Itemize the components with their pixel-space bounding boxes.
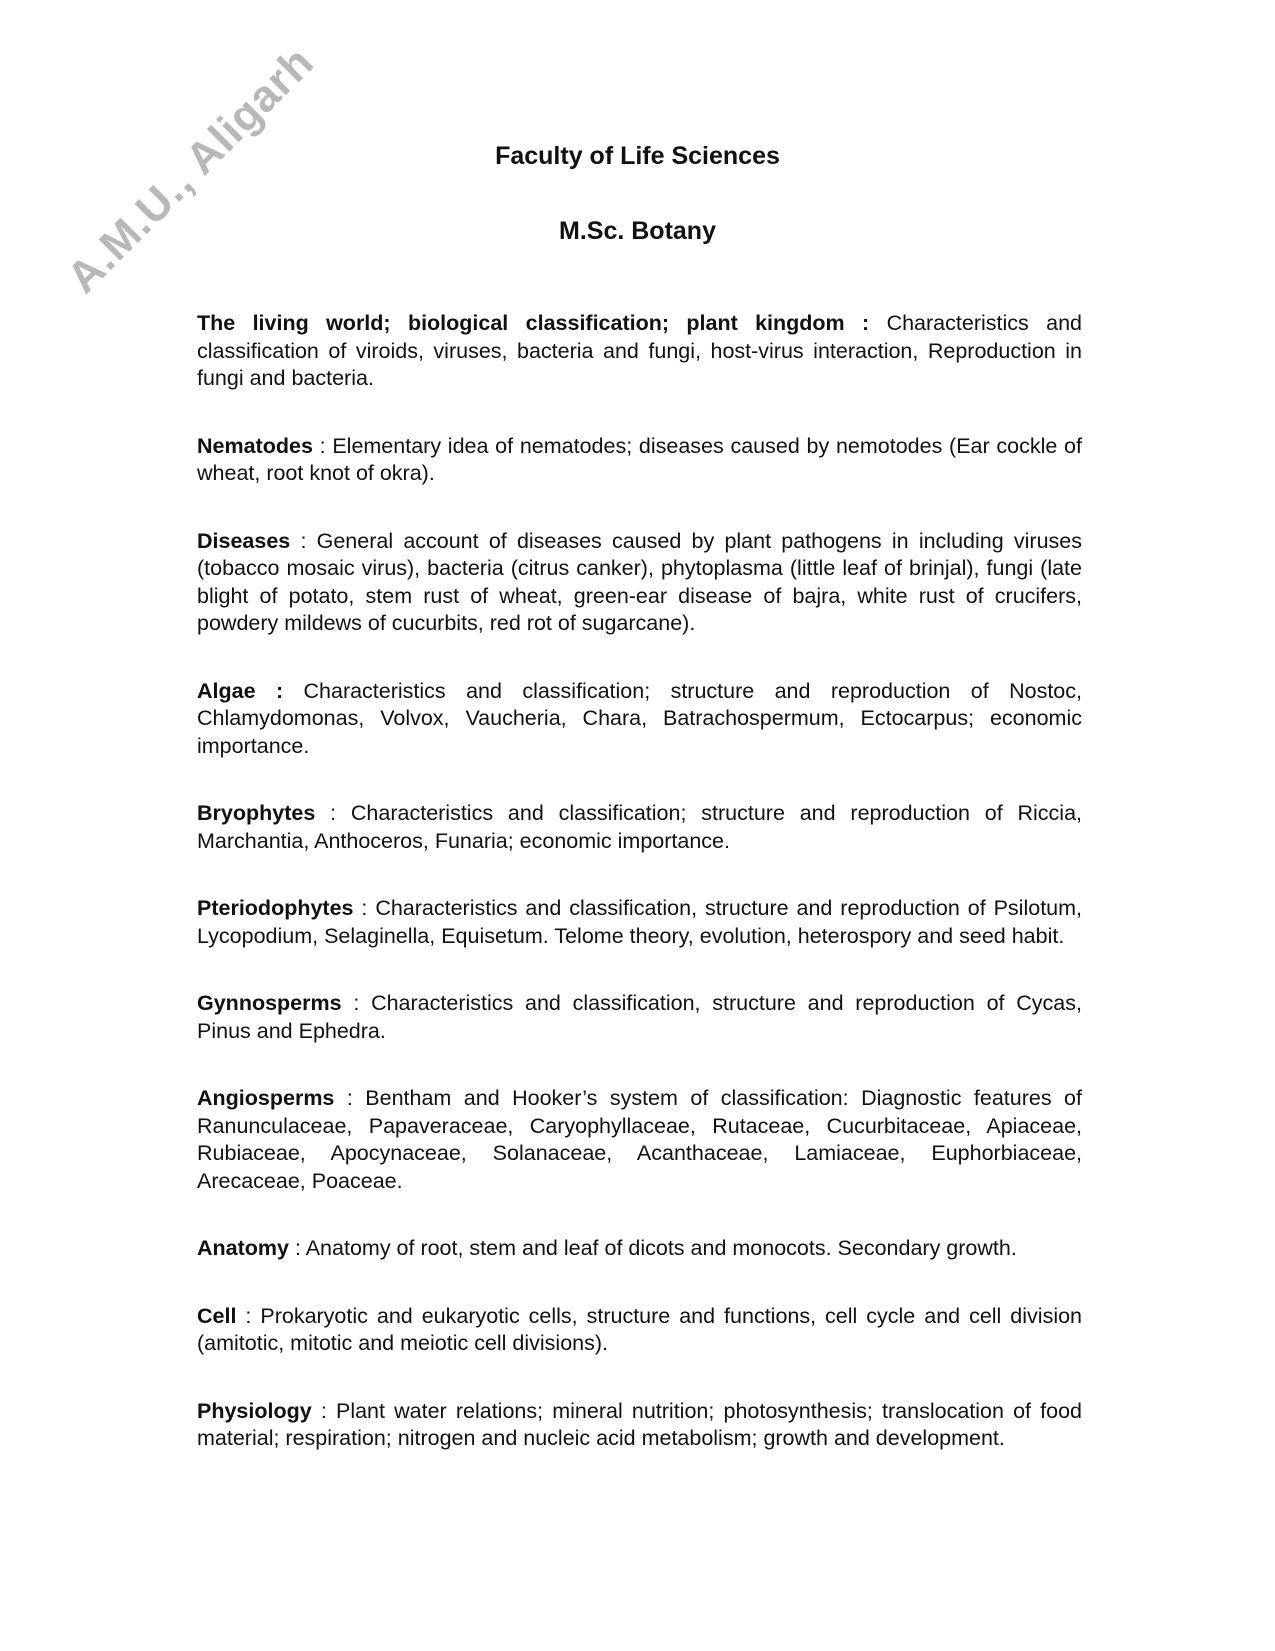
section-text: Bentham and Hooker’s system of classification: Diagnostic features of Ranunculaceae, Papaveraceae, Caryophyllaceae, Rutaceae, Cucurbitaceae, Apiaceae, Rubiaceae, Apocynaceae, Solanaceae, Acanthaceae, Lamiaceae, Euphorbiaceae, Arecaceae, Poaceae.	[197, 1086, 1082, 1193]
section-text: Characteristics and classification; structure and reproduction of Nostoc, Chlamydomonas, Volvox, Vaucheria, Chara, Batrachospermum, Ectocarpus; economic importance.	[197, 678, 1082, 758]
section-separator: :	[315, 801, 351, 825]
faculty-title: Faculty of Life Sciences	[495, 142, 780, 170]
section-text: Characteristics and classification of viroids, viruses, bacteria and fungi, host-virus interaction, Reproduction in fungi and bacteria.	[197, 311, 1082, 390]
section-bryophytes	[197, 800, 1082, 855]
section-algae	[197, 678, 1082, 761]
section-text: Plant water relations; mineral nutrition; photosynthesis; translocation of food material; respiration; nitrogen and nucleic acid metabolism; growth and development.	[197, 1398, 1083, 1450]
section-separator: :	[341, 991, 372, 1015]
section-heading: Nematodes	[197, 433, 313, 458]
section-gynnosperms	[197, 990, 1082, 1045]
section-separator	[283, 679, 303, 703]
section-separator: :	[353, 896, 376, 920]
section-text: Anatomy of root, stem and leaf of dicots and monocots. Secondary growth.	[305, 1236, 1017, 1260]
section-heading: Angiosperms	[197, 1086, 335, 1110]
section-separator	[869, 311, 886, 335]
section-living-world	[197, 310, 1082, 393]
section-separator: :	[312, 433, 333, 458]
section-angiosperms	[197, 1085, 1082, 1195]
section-heading: Bryophytes	[197, 801, 316, 825]
section-text: Characteristics and classification, structure and reproduction of Cycas, Pinus and Ephedra.	[197, 991, 1082, 1043]
section-heading: The living world; biological classification; plant kingdom :	[197, 311, 870, 335]
section-text: Elementary idea of nematodes; diseases caused by nemotodes (Ear cockle of wheat, root knot of okra).	[197, 433, 1082, 485]
section-text: Prokaryotic and eukaryotic cells, structure and functions, cell cycle and cell division (amitotic, mitotic and meiotic cell divisions).	[197, 1303, 1083, 1355]
section-diseases	[197, 528, 1082, 638]
syllabus-sections	[197, 310, 1082, 1493]
watermark: A.M.U., Aligarh	[57, 37, 324, 303]
section-separator: :	[290, 528, 317, 553]
course-title: M.Sc. Botany	[559, 217, 716, 245]
section-text: General account of diseases caused by plant pathogens in including viruses (tobacco mosaic virus), bacteria (citrus canker), phytoplasma (little leaf of brinjal), fungi (late blight of potato, stem rust of wheat, green-ear disease of bajra, white rust of crucifers, powdery mildews of cucurbits, red rot of sugarcane).	[197, 528, 1082, 635]
section-nematodes	[197, 433, 1082, 488]
section-heading: Algae :	[197, 678, 284, 703]
section-separator: :	[311, 1398, 336, 1423]
section-physiology	[197, 1398, 1082, 1453]
section-separator: :	[236, 1303, 261, 1328]
section-heading: Pteriodophytes	[197, 896, 354, 920]
section-pteriodophytes	[197, 895, 1082, 950]
section-separator: :	[288, 1236, 306, 1260]
section-heading: Anatomy	[197, 1236, 289, 1260]
section-heading: Cell	[197, 1303, 237, 1328]
section-heading: Physiology	[197, 1398, 312, 1423]
section-anatomy	[197, 1235, 1082, 1263]
section-text: Characteristics and classification, structure and reproduction of Psilotum, Lycopodium, Selaginella, Equisetum. Telome theory, evolution, heterospory and seed habit.	[197, 896, 1083, 948]
section-cell	[197, 1303, 1082, 1358]
section-separator: :	[334, 1086, 366, 1110]
section-heading: Gynnosperms	[197, 991, 342, 1015]
section-heading: Diseases	[197, 528, 291, 553]
section-text: Characteristics and classification; structure and reproduction of Riccia, Marchantia, Anthoceros, Funaria; economic importance.	[197, 801, 1082, 853]
